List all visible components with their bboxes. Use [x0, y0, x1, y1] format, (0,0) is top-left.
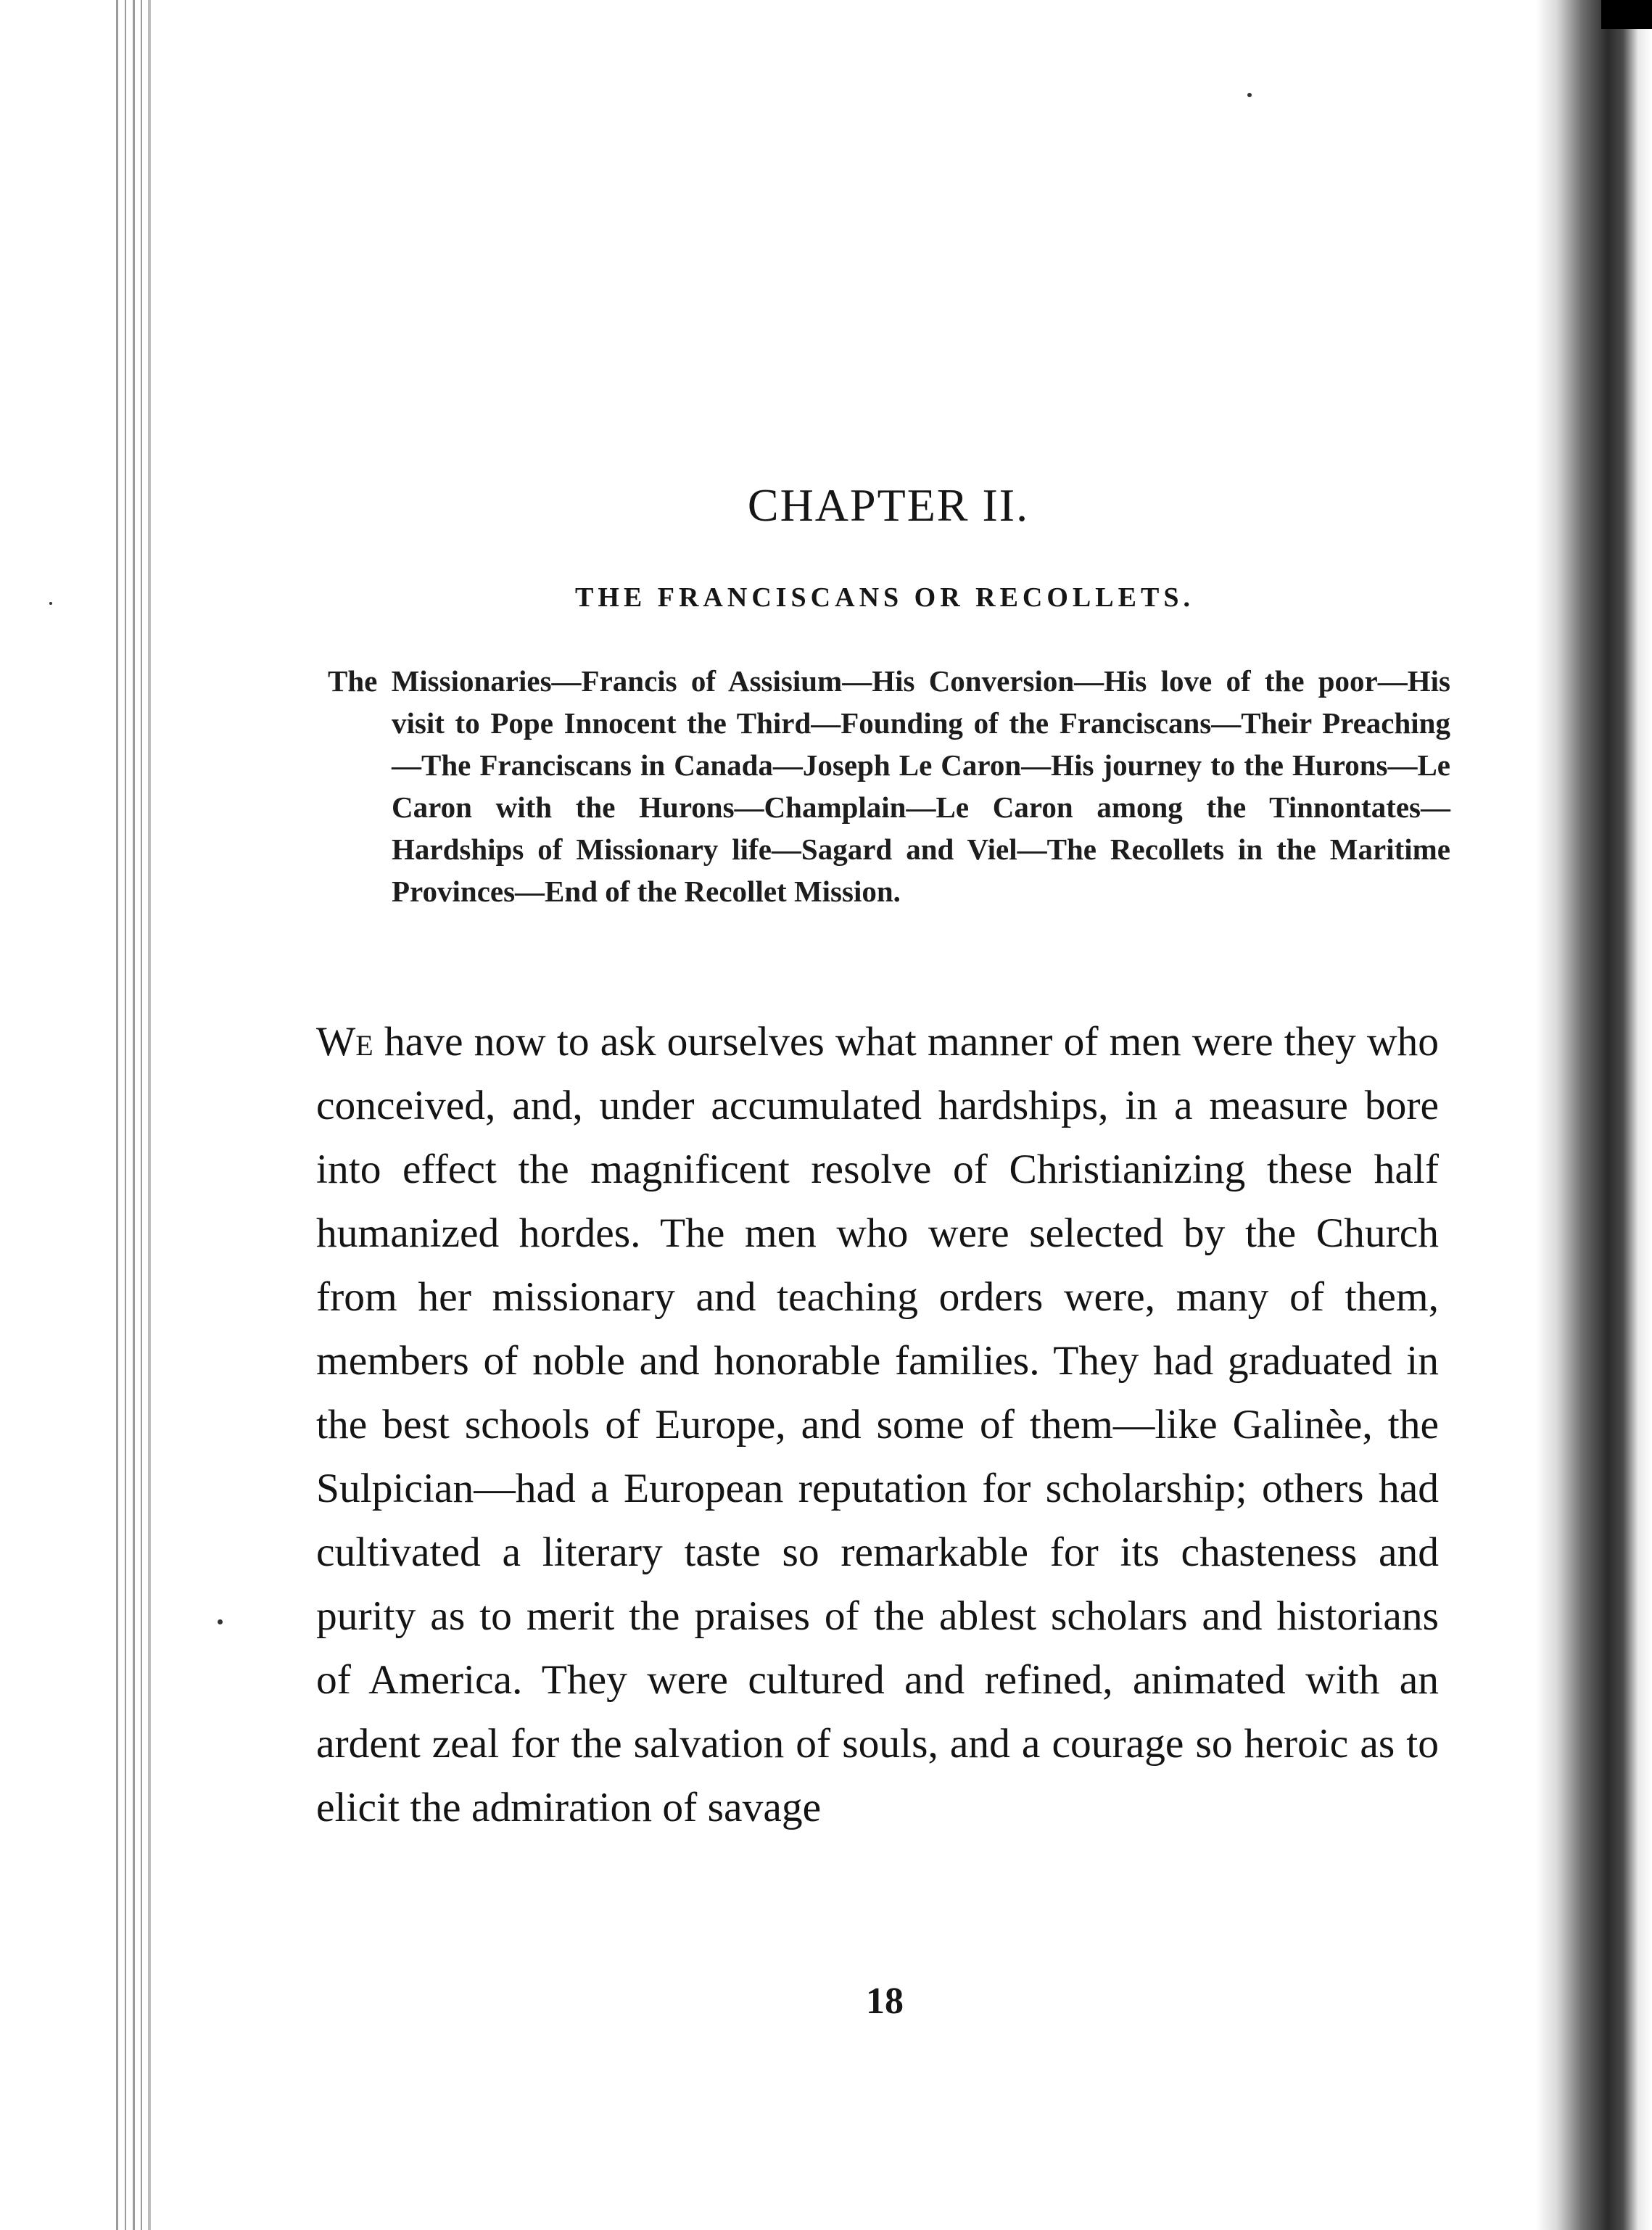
body-text: have now to ask ourselves what manner of men were they who conceived, and, under accumulated hardships, in a measure bore into effect the magnificent resolve of Christianizing these half humanized hordes. The men who were selected by the Church from her missionary and teaching orders were, many of them, members of noble and honorable families. They had graduated in the best schools of Europe, and some of them—like Galinèe, the Sulpician—had a European reputation for scholarship; others had cultivated a literary taste so remarkable for its chasteness and purity as to merit the praises of the ablest scholars and historians of America. They were cultured and refined, animated with an ardent zeal for the salvation of souls, and a courage so heroic as to elicit the admiration of savage — [316, 1019, 1439, 1830]
page-number: 18 — [866, 1981, 904, 2022]
chapter-subtitle: THE FRANCISCANS OR RECOLLETS. — [575, 582, 1194, 613]
body-paragraph — [316, 1010, 1439, 1840]
page-corner-shadow — [1601, 0, 1652, 29]
paper-speck — [1247, 93, 1252, 97]
chapter-title: CHAPTER II. — [747, 479, 1030, 531]
opening-word: We — [316, 1019, 373, 1065]
book-binding-edge — [0, 0, 160, 2230]
chapter-synopsis: The Missionaries—Francis of Assisium—His Conversion—His love of the poor—His visit to Pope Innocent the Third—Founding of the Franciscans—Their Preaching—The Franciscans in Canada—Joseph Le Caron—His journey to the Hurons—Le Caron with the Hurons—Champlain—Le Caron among the Tinnontates—Hardships of Missionary life—Sagard and Viel—The Recollets in the Maritime Provinces—End of the Recollet Mission. — [328, 664, 1450, 908]
paper-speck — [218, 1619, 223, 1624]
page-curl-edge — [1536, 0, 1652, 2230]
